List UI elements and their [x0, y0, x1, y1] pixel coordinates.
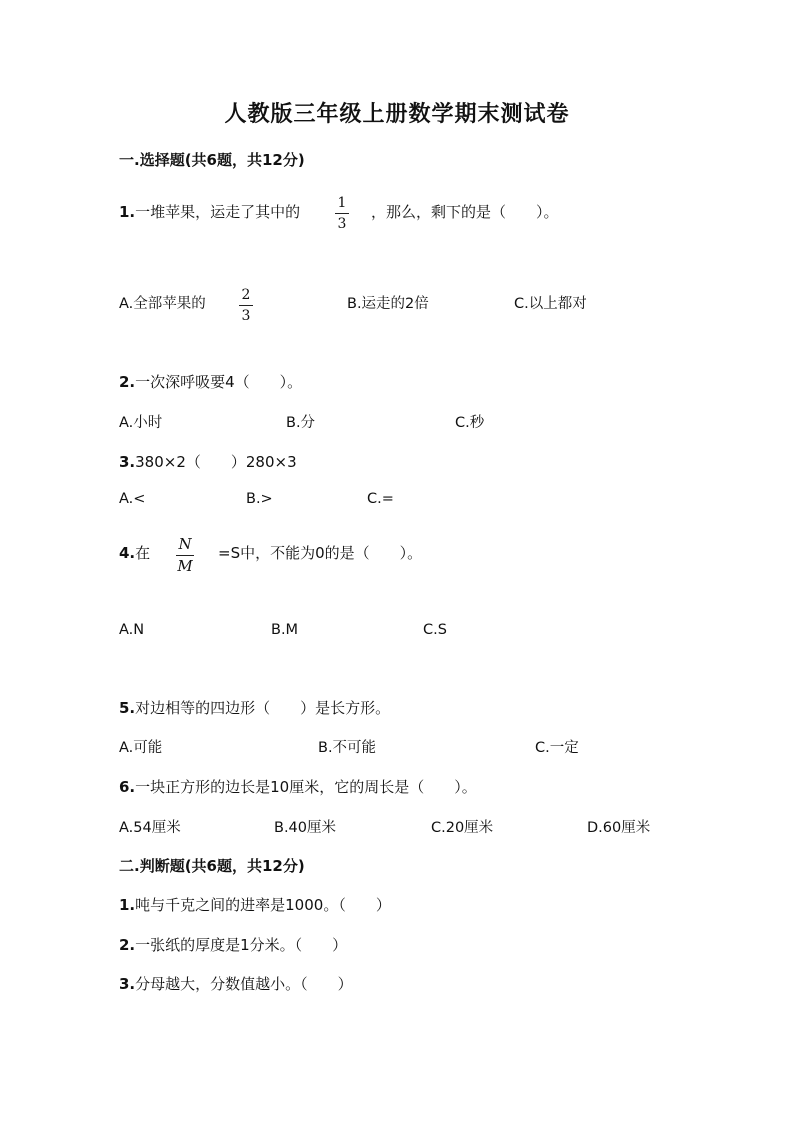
question-number: 3. [119, 975, 136, 993]
question-2 [119, 371, 302, 392]
option-c[interactable]: C.S [423, 622, 447, 638]
fraction-bar [335, 213, 349, 214]
fraction-denominator: M [177, 557, 193, 575]
fraction-numerator: 1 [337, 195, 347, 211]
question-text: 一次深呼吸要4（ ）。 [135, 373, 303, 391]
fraction-n-over-m [176, 537, 194, 574]
fraction-bar [239, 305, 253, 306]
judge-question-1 [119, 894, 391, 915]
fraction-denominator: 3 [241, 308, 251, 324]
judge-question-3 [119, 973, 353, 994]
question-number: 6. [119, 778, 136, 796]
option-b[interactable]: B.分 [286, 415, 316, 431]
question-text: 一块正方形的边长是10厘米，它的周长是（ ）。 [135, 778, 477, 796]
option-b[interactable]: B.M [271, 622, 299, 638]
question-number: 5. [119, 699, 136, 717]
question-text-suffix: ，那么，剩下的是（ ）。 [371, 203, 559, 221]
option-b[interactable]: B.40厘米 [274, 820, 337, 836]
question-text: 380×2（ ）280×3 [135, 453, 297, 471]
option-a[interactable]: A.54厘米 [119, 820, 181, 836]
option-a[interactable]: A.N [119, 622, 145, 638]
option-c[interactable]: C.20厘米 [431, 820, 494, 836]
question-text: 分母越大，分数值越小。（ ） [135, 975, 353, 993]
fraction-numerator: 2 [241, 287, 251, 303]
option-b[interactable]: B.运走的2倍 [347, 296, 429, 312]
section-heading-choice: 一.选择题(共6题，共12分) [119, 151, 305, 169]
option-a[interactable]: A.可能 [119, 740, 163, 756]
question-text: 吨与千克之间的进率是1000。（ ） [135, 896, 391, 914]
option-d[interactable]: D.60厘米 [587, 820, 651, 836]
page-title: 人教版三年级上册数学期末测试卷 [224, 101, 570, 127]
judge-question-2 [119, 934, 347, 955]
option-a[interactable]: A.全部苹果的 [119, 296, 206, 312]
question-text: 一堆苹果，运走了其中的 [135, 203, 301, 221]
option-b[interactable]: B.> [246, 491, 273, 507]
option-c[interactable]: C.以上都对 [514, 296, 587, 312]
question-number: 4. [119, 544, 136, 562]
fraction-numerator: N [178, 535, 192, 553]
fraction-denominator: 3 [337, 216, 347, 232]
option-c[interactable]: C.一定 [535, 740, 579, 756]
question-number: 2. [119, 373, 136, 391]
question-number: 1. [119, 203, 136, 221]
question-number: 2. [119, 936, 136, 954]
question-3 [119, 451, 297, 472]
option-a[interactable]: A.< [119, 491, 146, 507]
section-heading-judge: 二.判断题(共6题，共12分) [119, 857, 305, 875]
fraction-one-third [335, 196, 349, 231]
question-text: 一张纸的厚度是1分米。（ ） [135, 936, 348, 954]
question-number: 1. [119, 896, 136, 914]
fraction-bar [176, 555, 194, 556]
question-text: 在 [135, 544, 151, 562]
option-c[interactable]: C.= [367, 491, 394, 507]
question-4 [119, 542, 150, 563]
question-text: 对边相等的四边形（ ）是长方形。 [135, 699, 391, 717]
option-a[interactable]: A.小时 [119, 415, 163, 431]
question-5 [119, 697, 390, 718]
fraction-two-thirds [239, 288, 253, 323]
question-number: 3. [119, 453, 136, 471]
question-text-suffix: =S中，不能为0的是（ ）。 [218, 544, 423, 562]
option-c[interactable]: C.秒 [455, 415, 485, 431]
option-b[interactable]: B.不可能 [318, 740, 377, 756]
question-1 [119, 201, 300, 222]
question-6 [119, 776, 477, 797]
